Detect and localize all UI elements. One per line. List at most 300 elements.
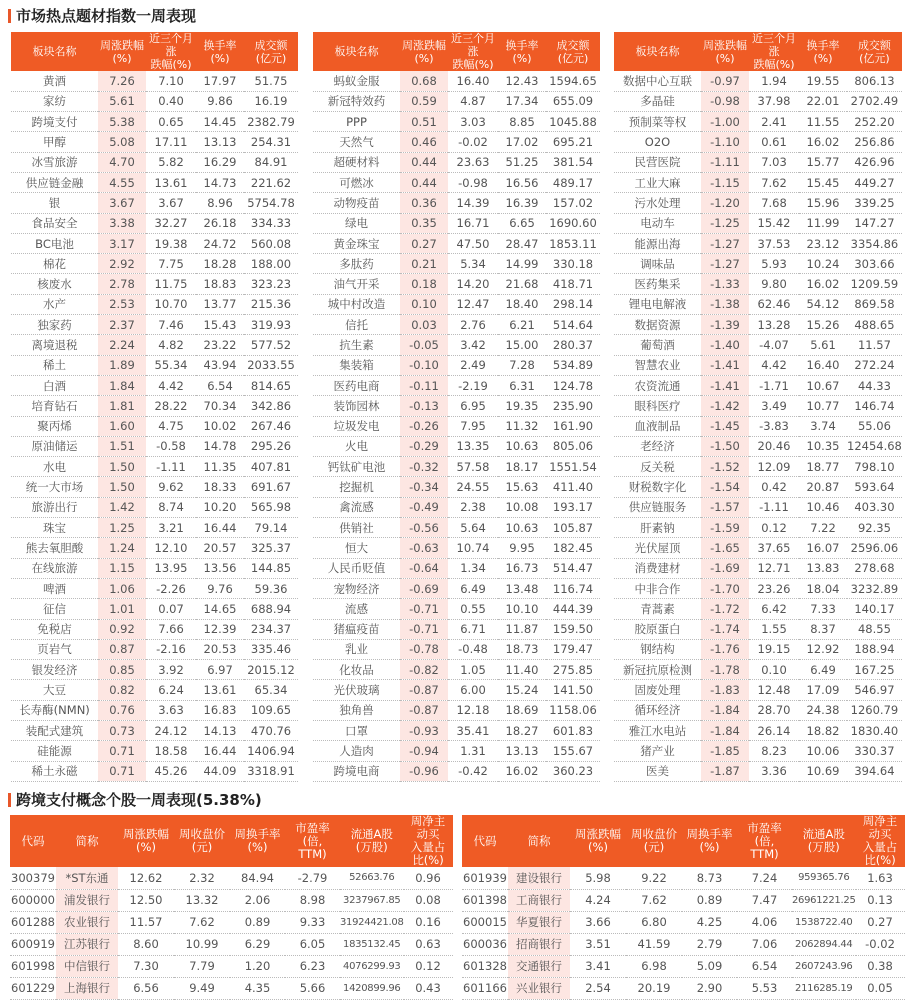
table-cell: 325.37 [244, 538, 298, 558]
table-cell: 403.30 [847, 497, 902, 517]
table-cell: 装配式建筑 [11, 721, 98, 741]
table-row [11, 558, 298, 578]
table-cell: 4.35 [230, 977, 285, 999]
table-cell: 26961221.25 [792, 889, 856, 911]
table-cell: 688.94 [244, 599, 298, 619]
table-cell: 棉花 [11, 254, 98, 274]
table-cell: 188.94 [847, 639, 902, 659]
table-cell: 4.70 [98, 152, 146, 172]
column-header: 代码 [10, 815, 56, 867]
table-cell: 15.77 [799, 152, 847, 172]
table-cell: 43.94 [196, 355, 244, 375]
table-cell: 垃圾发电 [313, 416, 400, 436]
table-cell: 16.56 [498, 172, 546, 192]
table-cell: 22.01 [799, 91, 847, 111]
table-cell: 7.62 [174, 911, 230, 933]
table-cell: 1.55 [749, 619, 799, 639]
table-cell: -0.49 [400, 497, 448, 517]
table-row [313, 213, 600, 233]
table-row [11, 233, 298, 253]
table-row [11, 112, 298, 132]
table-cell: 1.34 [448, 558, 498, 578]
table-cell: 10.67 [799, 375, 847, 395]
table-cell: 7.66 [146, 619, 196, 639]
table-cell: 招商银行 [508, 933, 570, 955]
table-cell: 35.41 [448, 721, 498, 741]
table-row [11, 315, 298, 335]
table-cell: 6.23 [285, 955, 340, 977]
table-cell: 14.13 [196, 721, 244, 741]
table-cell: 18.17 [498, 457, 546, 477]
table-cell: 691.67 [244, 477, 298, 497]
table-cell: 4.82 [146, 335, 196, 355]
table-cell: 1209.59 [847, 274, 902, 294]
table-cell: 7.62 [749, 172, 799, 192]
table-cell: -1.11 [701, 152, 749, 172]
table-row [462, 933, 905, 955]
column-header: 周净主动买 入量占比(%) [856, 815, 905, 867]
table-cell: 4.42 [749, 355, 799, 375]
table-cell: 7.95 [448, 416, 498, 436]
table-cell: 1.06 [98, 578, 146, 598]
table-row [313, 396, 600, 416]
table-cell: 核废水 [11, 274, 98, 294]
table-cell: 601166 [462, 977, 508, 999]
table-cell: 18.69 [498, 700, 546, 720]
table-cell: 57.58 [448, 457, 498, 477]
table-cell: 5.38 [98, 112, 146, 132]
table-cell: -1.70 [701, 578, 749, 598]
header-row [313, 32, 600, 71]
table-cell: 6.05 [285, 933, 340, 955]
table-row [11, 91, 298, 111]
table-cell: 51.75 [244, 71, 298, 91]
column-header: 周换手率 (%) [230, 815, 285, 867]
table-cell: 建设银行 [508, 867, 570, 889]
table-cell: 稀土永磁 [11, 761, 98, 781]
table-row [11, 518, 298, 538]
table-cell: 6.56 [118, 977, 174, 999]
table-cell: 银 [11, 193, 98, 213]
table-row [614, 518, 902, 538]
table-cell: 6.54 [196, 375, 244, 395]
section2-table-0 [10, 815, 453, 1000]
table-cell: 7.24 [737, 867, 792, 889]
table-cell: 12.43 [498, 71, 546, 91]
table-cell: 血液制品 [614, 416, 701, 436]
table-cell: 601939 [462, 867, 508, 889]
table-cell: 12.50 [118, 889, 174, 911]
table-cell: 17.97 [196, 71, 244, 91]
table-cell: 0.59 [400, 91, 448, 111]
table-cell: 7.46 [146, 315, 196, 335]
column-header: 换手率 (%) [498, 32, 546, 71]
table-cell: -1.74 [701, 619, 749, 639]
table-row [11, 335, 298, 355]
table-cell: -1.76 [701, 639, 749, 659]
table-cell: -0.64 [400, 558, 448, 578]
table-cell: 8.73 [682, 867, 737, 889]
table-row [614, 71, 902, 91]
table-cell: 24.38 [799, 700, 847, 720]
table-cell: 215.36 [244, 294, 298, 314]
table-cell: 3.51 [570, 933, 626, 955]
table-cell: 105.87 [546, 518, 600, 538]
table-cell: 252.20 [847, 112, 902, 132]
table-cell: 9.76 [196, 578, 244, 598]
table-cell: 2.06 [230, 889, 285, 911]
table-cell: 28.70 [749, 700, 799, 720]
table-cell: 绿电 [313, 213, 400, 233]
table-cell: *ST东通 [56, 867, 118, 889]
table-cell: 3.38 [98, 213, 146, 233]
table-cell: 油气开采 [313, 274, 400, 294]
table-cell: 0.82 [98, 680, 146, 700]
table-cell: 0.68 [400, 71, 448, 91]
table-cell: 15.96 [799, 193, 847, 213]
table-cell: 84.94 [230, 867, 285, 889]
table-row [614, 233, 902, 253]
table-row [313, 538, 600, 558]
table-cell: 天然气 [313, 132, 400, 152]
column-header: 周换手率 (%) [682, 815, 737, 867]
table-cell: 调味品 [614, 254, 701, 274]
column-header: 周涨跌幅 (%) [98, 32, 146, 71]
table-cell: 17.02 [498, 132, 546, 152]
table-cell: 民营医院 [614, 152, 701, 172]
table-cell: 600036 [462, 933, 508, 955]
table-cell: 10.74 [448, 538, 498, 558]
table-cell: 6.42 [749, 599, 799, 619]
table-cell: 280.37 [546, 335, 600, 355]
table-cell: 6.95 [448, 396, 498, 416]
table-cell: 0.42 [749, 477, 799, 497]
table-cell: 0.63 [404, 933, 453, 955]
table-cell: 6.54 [737, 955, 792, 977]
table-row [614, 639, 902, 659]
table-row [11, 436, 298, 456]
table-cell: 3.67 [98, 193, 146, 213]
table-cell: 光伏屋顶 [614, 538, 701, 558]
table-cell: 7.28 [498, 355, 546, 375]
table-cell: 页岩气 [11, 639, 98, 659]
table-cell: -0.48 [448, 639, 498, 659]
table-cell: 16.19 [244, 91, 298, 111]
table-cell: 2.92 [98, 254, 146, 274]
table-cell: -2.79 [285, 867, 340, 889]
table-cell: 0.44 [400, 152, 448, 172]
table-cell: 上海银行 [56, 977, 118, 999]
table-cell: 140.17 [847, 599, 902, 619]
table-cell: 13.56 [196, 558, 244, 578]
table-cell: 15.24 [498, 680, 546, 700]
table-cell: 聚丙烯 [11, 416, 98, 436]
table-cell: 新冠特效药 [313, 91, 400, 111]
table-row [11, 132, 298, 152]
table-cell: 806.13 [847, 71, 902, 91]
table-row [313, 741, 600, 761]
table-cell: 26.18 [196, 213, 244, 233]
table-cell: 342.86 [244, 396, 298, 416]
table-row [614, 558, 902, 578]
table-cell: 254.31 [244, 132, 298, 152]
table-cell: 235.90 [546, 396, 600, 416]
table-cell: 514.47 [546, 558, 600, 578]
table-cell: 7.79 [174, 955, 230, 977]
table-cell: 167.25 [847, 660, 902, 680]
table-cell: 798.10 [847, 457, 902, 477]
table-cell: 4.24 [570, 889, 626, 911]
column-header: 周收盘价 (元) [174, 815, 230, 867]
table-cell: 钢结构 [614, 639, 701, 659]
table-row [614, 416, 902, 436]
table-cell: 147.27 [847, 213, 902, 233]
table-cell: 5.53 [737, 977, 792, 999]
table-cell: 24.12 [146, 721, 196, 741]
table-cell: 统一大市场 [11, 477, 98, 497]
table-cell: 381.54 [546, 152, 600, 172]
table-cell: 0.35 [400, 213, 448, 233]
column-header: 简称 [56, 815, 118, 867]
table-cell: -0.87 [400, 700, 448, 720]
table-row [11, 213, 298, 233]
table-cell: -0.02 [448, 132, 498, 152]
table-cell: 8.37 [799, 619, 847, 639]
table-cell: 数据资源 [614, 315, 701, 335]
table-cell: 16.83 [196, 700, 244, 720]
column-header: 换手率 (%) [799, 32, 847, 71]
table-cell: 1538722.40 [792, 911, 856, 933]
table-cell: 中信银行 [56, 955, 118, 977]
table-cell: -0.13 [400, 396, 448, 416]
table-cell: 3318.91 [244, 761, 298, 781]
table-cell: 0.55 [448, 599, 498, 619]
table-cell: 10.24 [799, 254, 847, 274]
table-cell: 15.00 [498, 335, 546, 355]
table-cell: 18.04 [799, 578, 847, 598]
table-row [614, 660, 902, 680]
table-cell: 农资流通 [614, 375, 701, 395]
table-cell: 2.79 [682, 933, 737, 955]
table-row [11, 639, 298, 659]
table-cell: 319.93 [244, 315, 298, 335]
table-cell: 医药电商 [313, 375, 400, 395]
table-row [11, 538, 298, 558]
table-cell: 4.55 [98, 172, 146, 192]
table-cell: 144.85 [244, 558, 298, 578]
table-cell: 6.24 [146, 680, 196, 700]
table-cell: 11.87 [498, 619, 546, 639]
table-cell: 65.34 [244, 680, 298, 700]
table-cell: 0.71 [98, 761, 146, 781]
table-row [10, 911, 453, 933]
table-cell: 16.02 [799, 132, 847, 152]
table-cell: 109.65 [244, 700, 298, 720]
table-cell: 1.84 [98, 375, 146, 395]
table-row [614, 193, 902, 213]
table-cell: 2.90 [682, 977, 737, 999]
table-cell: 13.61 [196, 680, 244, 700]
table-cell: 交通银行 [508, 955, 570, 977]
table-cell: 2033.55 [244, 355, 298, 375]
table-row [313, 355, 600, 375]
table-cell: -1.65 [701, 538, 749, 558]
title-accent-bar [8, 9, 11, 23]
table-cell: 323.23 [244, 274, 298, 294]
table-cell: 10.46 [799, 497, 847, 517]
table-cell: 601.83 [546, 721, 600, 741]
table-cell: 488.65 [847, 315, 902, 335]
table-cell: 0.46 [400, 132, 448, 152]
table-cell: 1853.11 [546, 233, 600, 253]
table-row [614, 700, 902, 720]
table-cell: 火电 [313, 436, 400, 456]
table-cell: 16.73 [498, 558, 546, 578]
table-row [614, 294, 902, 314]
table-cell: 3354.86 [847, 233, 902, 253]
table-cell: 10.02 [196, 416, 244, 436]
table-cell: 2.24 [98, 335, 146, 355]
table-cell: 跨境支付 [11, 112, 98, 132]
table-row [11, 721, 298, 741]
table-cell: 5754.78 [244, 193, 298, 213]
table-row [313, 91, 600, 111]
table-row [313, 619, 600, 639]
table-cell: 2015.12 [244, 660, 298, 680]
table-cell: 青蒿素 [614, 599, 701, 619]
title-text: 市场热点题材指数一周表现 [16, 7, 197, 25]
table-cell: 老经济 [614, 436, 701, 456]
table-cell: 275.85 [546, 660, 600, 680]
table-cell: 600919 [10, 933, 56, 955]
table-cell: 12.39 [196, 619, 244, 639]
table-cell: 锂电电解液 [614, 294, 701, 314]
table-row [462, 889, 905, 911]
table-cell: 1.51 [98, 436, 146, 456]
table-cell: 1045.88 [546, 112, 600, 132]
table-cell: 0.27 [400, 233, 448, 253]
table-cell: 10.08 [498, 497, 546, 517]
table-cell: -0.11 [400, 375, 448, 395]
table-cell: -1.85 [701, 741, 749, 761]
table-cell: 珠宝 [11, 518, 98, 538]
table-cell: 335.46 [244, 639, 298, 659]
header-row [11, 32, 298, 71]
table-cell: 4.25 [682, 911, 737, 933]
table-cell: 4.06 [737, 911, 792, 933]
table-cell: 水电 [11, 457, 98, 477]
table-cell: 5.61 [98, 91, 146, 111]
table-cell: 15.63 [498, 477, 546, 497]
table-cell: -1.10 [701, 132, 749, 152]
column-header: 周涨跌幅 (%) [570, 815, 626, 867]
table-cell: 52663.76 [340, 867, 404, 889]
table-cell: 267.46 [244, 416, 298, 436]
table-cell: 7.47 [737, 889, 792, 911]
table-cell: -1.71 [749, 375, 799, 395]
table-cell: 银发经济 [11, 660, 98, 680]
table-cell: 11.32 [498, 416, 546, 436]
table-cell: -1.27 [701, 233, 749, 253]
table-cell: 13.83 [799, 558, 847, 578]
table-row [313, 233, 600, 253]
table-cell: 298.14 [546, 294, 600, 314]
table-cell: -0.71 [400, 619, 448, 639]
table-cell: -0.26 [400, 416, 448, 436]
table-cell: 恒大 [313, 538, 400, 558]
table-cell: -1.57 [701, 497, 749, 517]
table-cell: 37.53 [749, 233, 799, 253]
table-cell: 旅游出行 [11, 497, 98, 517]
table-cell: 6.31 [498, 375, 546, 395]
table-cell: -0.98 [701, 91, 749, 111]
table-cell: 胶原蛋白 [614, 619, 701, 639]
table-cell: 8.85 [498, 112, 546, 132]
table-cell: 221.62 [244, 172, 298, 192]
table-cell: 0.71 [98, 741, 146, 761]
table-cell: 1.25 [98, 518, 146, 538]
column-header: 成交额 (亿元) [546, 32, 600, 71]
table-cell: 0.40 [146, 91, 196, 111]
table-cell: 11.55 [799, 112, 847, 132]
table-cell: 10.63 [498, 436, 546, 456]
table-cell: 12.48 [749, 680, 799, 700]
table-cell: 2.76 [448, 315, 498, 335]
table-cell: 489.17 [546, 172, 600, 192]
table-cell: 157.02 [546, 193, 600, 213]
table-row [11, 355, 298, 375]
table-row [614, 477, 902, 497]
table-cell: 2702.49 [847, 91, 902, 111]
table-cell: 278.68 [847, 558, 902, 578]
table-cell: -1.59 [701, 518, 749, 538]
table-cell: -1.11 [749, 497, 799, 517]
table-cell: 24.72 [196, 233, 244, 253]
table-cell: 2607243.96 [792, 955, 856, 977]
table-cell: 20.87 [799, 477, 847, 497]
table-cell: 0.61 [749, 132, 799, 152]
table-row [614, 375, 902, 395]
table-cell: 10.06 [799, 741, 847, 761]
table-row [614, 680, 902, 700]
table-cell: -1.25 [701, 213, 749, 233]
table-row [11, 700, 298, 720]
table-cell: 5.08 [98, 132, 146, 152]
table-cell: 303.66 [847, 254, 902, 274]
table-row [614, 172, 902, 192]
table-cell: 固废处理 [614, 680, 701, 700]
table-cell: 2062894.44 [792, 933, 856, 955]
table-cell: -0.71 [400, 599, 448, 619]
table-cell: 13.77 [196, 294, 244, 314]
table-cell: 7.33 [799, 599, 847, 619]
table-cell: 0.05 [856, 977, 905, 999]
table-cell: 供销社 [313, 518, 400, 538]
table-cell: 48.55 [847, 619, 902, 639]
table-cell: 16.02 [799, 274, 847, 294]
table-row [313, 315, 600, 335]
table-cell: -1.42 [701, 396, 749, 416]
table-cell: 11.35 [196, 457, 244, 477]
table-cell: 1.50 [98, 457, 146, 477]
table-cell: 15.45 [799, 172, 847, 192]
table-row [313, 416, 600, 436]
table-cell: 1420899.96 [340, 977, 404, 999]
table-cell: 6.49 [799, 660, 847, 680]
header-row [10, 815, 453, 867]
table-cell: -1.54 [701, 477, 749, 497]
table-cell: 13.95 [146, 558, 196, 578]
